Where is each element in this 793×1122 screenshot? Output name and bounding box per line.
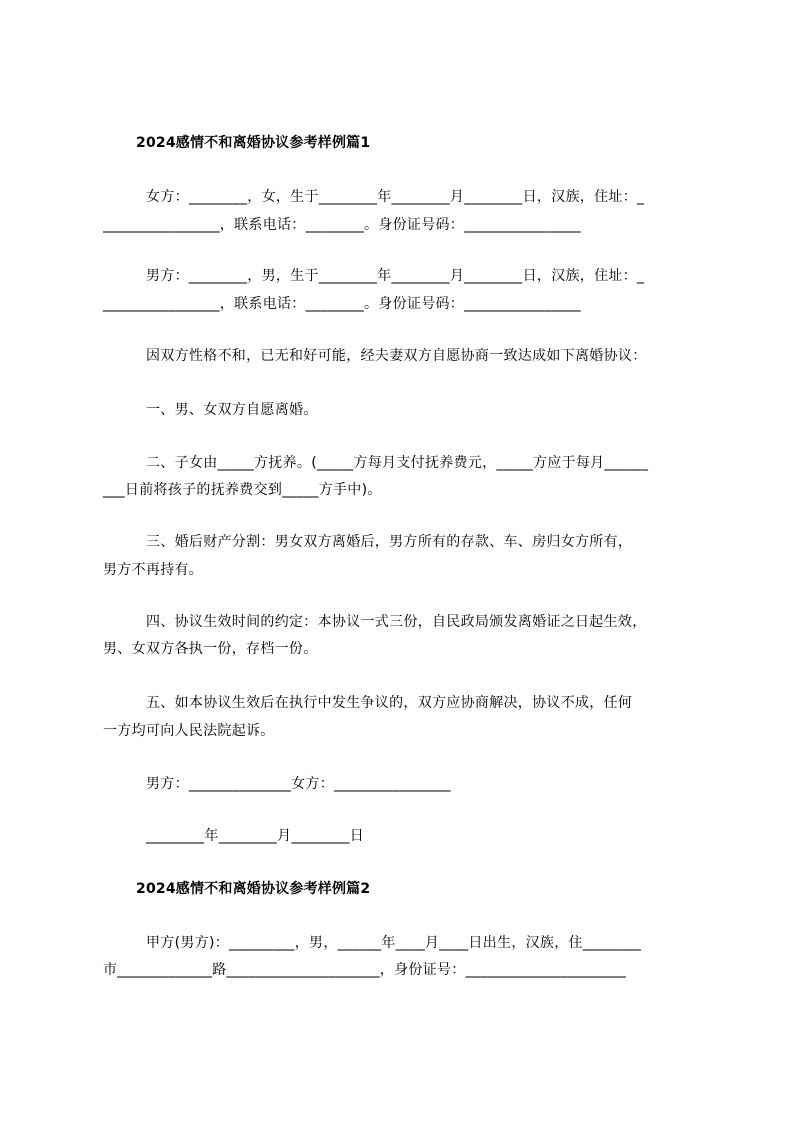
clause-1: 一、男、女双方自愿离婚。 bbox=[146, 402, 318, 418]
male-party-line-1: 男方：________，男，生于________年________月________日，汉族，住址：_ bbox=[146, 268, 645, 284]
section-title-1: 2024感情不和离婚协议参考样例篇1 bbox=[136, 135, 371, 151]
clause-3-line-2: 男方不再持有。 bbox=[103, 562, 204, 578]
clause-3-line-1: 三、婚后财产分割：男女双方离婚后，男方所有的存款、车、房归女方所有， bbox=[146, 534, 633, 550]
section-title-2: 2024感情不和离婚协议参考样例篇2 bbox=[136, 881, 371, 897]
party-a-line-1: 甲方(男方)：_________，男，______年____月____日出生，汉族，住________ bbox=[146, 935, 642, 951]
preamble-paragraph: 因双方性格不和，已无和好可能，经夫妻双方自愿协商一致达成如下离婚协议： bbox=[146, 348, 647, 364]
female-party-line-2: ________________，联系电话：________。身份证号码：________________ bbox=[103, 217, 581, 233]
clause-2-line-2: ___日前将孩子的抚养费交到_____方手中)。 bbox=[103, 482, 382, 498]
party-a-line-2: 市_____________路_____________________，身份证号：______________________ bbox=[103, 962, 627, 978]
clause-5-line-2: 一方均可向人民法院起诉。 bbox=[103, 723, 275, 739]
clause-4-line-2: 男、女双方各执一份，存档一份。 bbox=[103, 641, 318, 657]
signature-line: 男方：______________女方：________________ bbox=[146, 776, 451, 792]
male-party-line-2: ________________，联系电话：________。身份证号码：________________ bbox=[103, 296, 581, 312]
clause-4-line-1: 四、协议生效时间的约定：本协议一式三份，自民政局颁发离婚证之日起生效， bbox=[146, 614, 647, 630]
date-line: ________年________月________日 bbox=[146, 828, 365, 844]
clause-2-line-1: 二、子女由_____方抚养。(_____方每月支付抚养费元，_____方应于每月______ bbox=[146, 455, 649, 471]
female-party-line-1: 女方：________，女，生于________年________月________日，汉族，住址：_ bbox=[146, 189, 645, 205]
clause-5-line-1: 五、如本协议生效后在执行中发生争议的，双方应协商解决，协议不成，任何 bbox=[146, 695, 633, 711]
